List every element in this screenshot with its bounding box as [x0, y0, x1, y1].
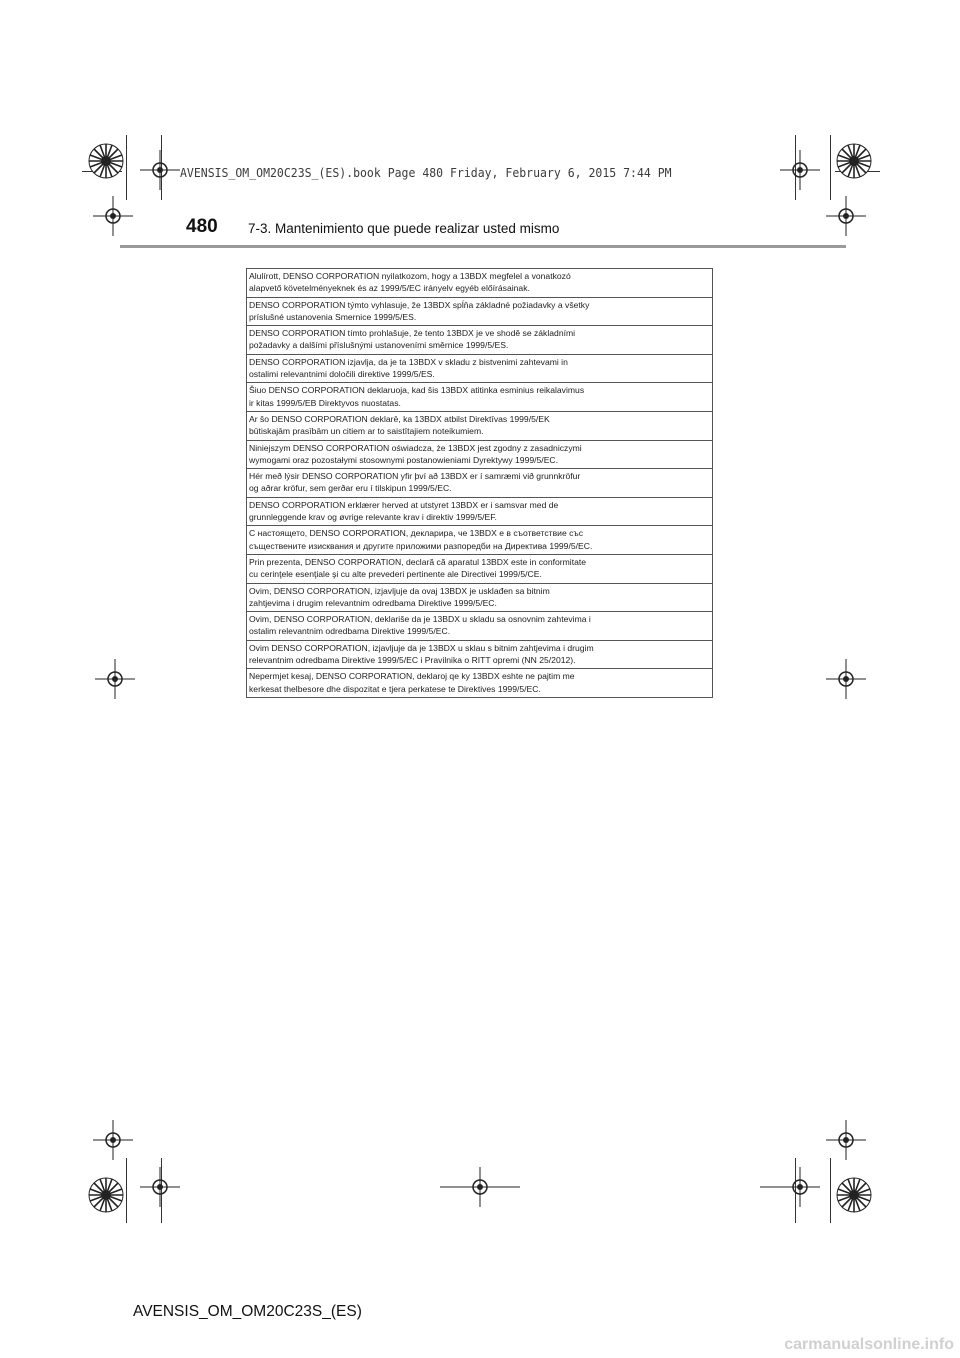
declaration-row — [247, 554, 713, 583]
declaration-line: cu cerinţele esenţiale şi cu alte prevederi pertinente ale Directivei 1999/5/CE. — [249, 569, 542, 580]
declaration-row — [247, 411, 713, 440]
declaration-line: grunnleggende krav og øvrige relevante krav i direktiv 1999/5/EF. — [249, 512, 497, 523]
declaration-line: ostalimi relevantnimi določili direktive 1999/5/ES. — [249, 369, 435, 380]
footer-document-code: AVENSIS_OM_OM20C23S_(ES) — [133, 1303, 362, 1320]
declaration-cell — [247, 669, 713, 698]
declaration-line: būtiskajām prasībām un citiem ar to saistītajiem noteikumiem. — [249, 426, 484, 437]
declaration-cell — [247, 612, 713, 641]
declaration-row — [247, 269, 713, 298]
declaration-cell — [247, 469, 713, 498]
declaration-line: ir kitas 1999/5/EB Direktyvos nuostatas. — [249, 397, 401, 408]
declaration-line: relevantnim odredbama Direktive 1999/5/EC i Pravilnika o RITT opremi (NN 25/2012). — [249, 655, 576, 666]
declaration-line: DENSO CORPORATION izjavlja, da je ta 13BDX v skladu z bistvenimi zahtevami in — [249, 356, 568, 367]
declaration-line: Ar šo DENSO CORPORATION deklarē, ka 13BDX atbilst Direktīvas 1999/5/EK — [249, 413, 550, 424]
declaration-cell — [247, 411, 713, 440]
declaration-line: Nepermjet kesaj, DENSO CORPORATION, deklaroj qe ky 13BDX eshte ne pajtim me — [249, 671, 575, 682]
declaration-line: Ovim, DENSO CORPORATION, deklariše da je 13BDX u skladu sa osnovnim zahtevima i — [249, 614, 591, 625]
declaration-row — [247, 583, 713, 612]
declaration-cell — [247, 583, 713, 612]
declaration-line: Ovim DENSO CORPORATION, izjavljuje da je 13BDX u sklau s bitnim zahtjevima i drugim — [249, 642, 594, 653]
registration-star-icon — [88, 143, 124, 179]
declaration-line: Niniejszym DENSO CORPORATION oświadcza, że 13BDX jest zgodny z zasadniczymi — [249, 442, 582, 453]
declaration-line: DENSO CORPORATION týmto vyhlasuje, že 13BDX spĺňa základné požiadavky a všetky — [249, 299, 590, 310]
declaration-row — [247, 526, 713, 555]
declaration-line: alapvető követelményeknek és az 1999/5/EC irányelv egyéb előírásainak. — [249, 283, 530, 294]
declaration-line: wymogami oraz pozostałymi stosownymi postanowieniami Dyrektywy 1999/5/EC. — [249, 454, 559, 465]
declaration-cell — [247, 440, 713, 469]
declaration-line: požadavky a dalšími příslušnými ustanoveními směrnice 1999/5/ES. — [249, 340, 509, 351]
declaration-line: ostalim relevantnim odredbama Direktive 1999/5/EC. — [249, 626, 451, 637]
declaration-row — [247, 469, 713, 498]
declaration-row — [247, 354, 713, 383]
declaration-line: DENSO CORPORATION tímto prohlašuje, že tento 13BDX je ve shodě se základními — [249, 328, 576, 339]
declaration-row — [247, 612, 713, 641]
declaration-line: С настоящето, DENSO CORPORATION, декларира, че 13BDX е в съответствие със — [249, 528, 584, 539]
declaration-line: zahtjevima i drugim relevantnim odredbama Direktive 1999/5/EC. — [249, 597, 497, 608]
declaration-line: DENSO CORPORATION erklærer herved at utstyret 13BDX er i samsvar med de — [249, 499, 559, 510]
declaration-row — [247, 669, 713, 698]
section-title: 7-3. Mantenimiento que puede realizar usted mismo — [248, 221, 560, 236]
registration-star-icon — [836, 1177, 872, 1213]
registration-star-icon — [836, 143, 872, 179]
page-number: 480 — [186, 216, 218, 237]
site-watermark: carmanualsonline.info — [784, 1336, 954, 1353]
crop-line — [830, 1158, 831, 1223]
book-stamp: AVENSIS_OM_OM20C23S_(ES).book Page 480 Friday, February 6, 2015 7:44 PM — [180, 165, 672, 180]
declaration-line: Ovim, DENSO CORPORATION, izjavljuje da ovaj 13BDX je usklađen sa bitnim — [249, 585, 550, 596]
declaration-cell — [247, 640, 713, 669]
declaration-cell — [247, 297, 713, 326]
declaration-cell — [247, 526, 713, 555]
crop-line — [126, 135, 127, 200]
header-rule — [120, 245, 846, 248]
declaration-cell — [247, 383, 713, 412]
declaration-row — [247, 497, 713, 526]
declaration-row — [247, 640, 713, 669]
crop-line — [126, 1158, 127, 1223]
declaration-cell — [247, 269, 713, 298]
declaration-row — [247, 383, 713, 412]
declaration-row — [247, 297, 713, 326]
declaration-line: og aðrar kröfur, sem gerðar eru í tilskipun 1999/5/EC. — [249, 483, 452, 494]
declaration-line: Prin prezenta, DENSO CORPORATION, declară că aparatul 13BDX este in conformitate — [249, 556, 587, 567]
declaration-cell — [247, 554, 713, 583]
declaration-cell — [247, 497, 713, 526]
declaration-line: Alulírott, DENSO CORPORATION nyilatkozom, hogy a 13BDX megfelel a vonatkozó — [249, 271, 571, 281]
crop-line — [830, 135, 831, 200]
declaration-cell — [247, 354, 713, 383]
declaration-row — [247, 440, 713, 469]
declaration-line: Hér með lýsir DENSO CORPORATION yfir því að 13BDX er í samræmi við grunnkröfur — [249, 471, 581, 482]
declaration-line: príslušné ustanovenia Smernice 1999/5/ES. — [249, 311, 417, 322]
declaration-line: Šiuo DENSO CORPORATION deklaruoja, kad šis 13BDX atitinka esminius reikalavimus — [249, 385, 585, 396]
declaration-line: съществените изисквания и другите приложими разпоредби на Директива 1999/5/EC. — [249, 540, 593, 551]
declarations-table — [246, 268, 713, 698]
declaration-cell — [247, 326, 713, 355]
declaration-row — [247, 326, 713, 355]
registration-star-icon — [88, 1177, 124, 1213]
declaration-line: kerkesat thelbesore dhe dispozitat e tjera perkatese te Direktives 1999/5/EC. — [249, 683, 541, 694]
